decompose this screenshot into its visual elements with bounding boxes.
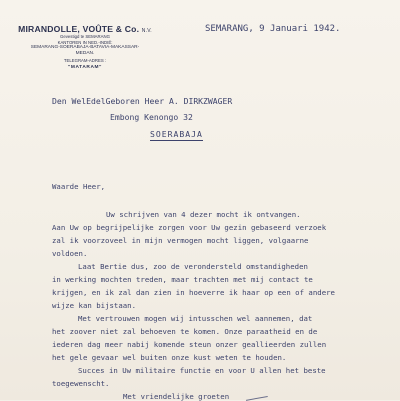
body-line: toegewenscht. [52, 379, 110, 388]
recipient-street: Embong Kenongo 32 [110, 112, 193, 122]
telegram-label: TELEGRAM-ADRES : [63, 58, 107, 64]
offices-label: KANTOREN IN NED.-INDIË: [57, 39, 113, 45]
telegram-block [10, 58, 160, 70]
body-line: Aan Uw op begrijpelijke zorgen voor Uw gezin gebaseerd verzoek [52, 223, 327, 232]
body-line: het zoover niet zal behoeven te komen. Onze paraatheid en de [52, 327, 318, 336]
company-name [10, 24, 160, 34]
body-line: Succes in Uw militaire functie en voor U allen het beste [78, 366, 326, 375]
established-line: Gevestigd te SEMARANG [60, 34, 110, 39]
body-line: wijze kan bijstaan. [52, 301, 137, 310]
letter-date: SEMARANG, 9 Januari 1942. [205, 24, 341, 34]
body-line: Uw schrijven van 4 dezer mocht ik ontvangen. [106, 210, 301, 219]
cities-line-1: SEMARANG-SOERABAJA-BATAVIA-MAKASSAR- [30, 45, 140, 51]
body-line: het gele gevaar wel buiten onze kust weten te houden. [52, 353, 287, 362]
body-line: krijgen, en ik zal dan zien in hoeverre ik haar op een of andere [52, 288, 335, 297]
recipient-name: Den WelEdelGeboren Heer A. DIRKZWAGER [52, 96, 233, 106]
body-line: Laat Bertie dus, zoo de verondersteld omstandigheden [78, 262, 308, 271]
salutation: Waarde Heer, [52, 182, 106, 191]
company-name-text: MIRANDOLLE, VOÛTE & Co. [18, 24, 140, 34]
body-line: iederen dag meer nabij komende steun onzer geallieerden zullen [52, 340, 327, 349]
body-line: in werking mochten treden, maar trachten met mij contact te [52, 275, 313, 284]
letterhead [10, 24, 160, 71]
body-line: Met vertrouwen mogen wij intusschen wel aannemen, dat [78, 314, 313, 323]
body-line: zal ik voorzoveel in mijn vermogen mocht liggen, volgaarne [52, 236, 309, 245]
cities-line-2: MEDAN. [75, 50, 95, 56]
company-suffix: N.V. [141, 28, 152, 34]
body-line: voldoen. [52, 249, 88, 258]
telegram-address: "MATARAM" [67, 64, 102, 70]
signature-mark [244, 386, 268, 401]
recipient-city: SOERABAJA [150, 129, 203, 139]
closing-line: Met vriendelijke groeten [123, 392, 230, 401]
